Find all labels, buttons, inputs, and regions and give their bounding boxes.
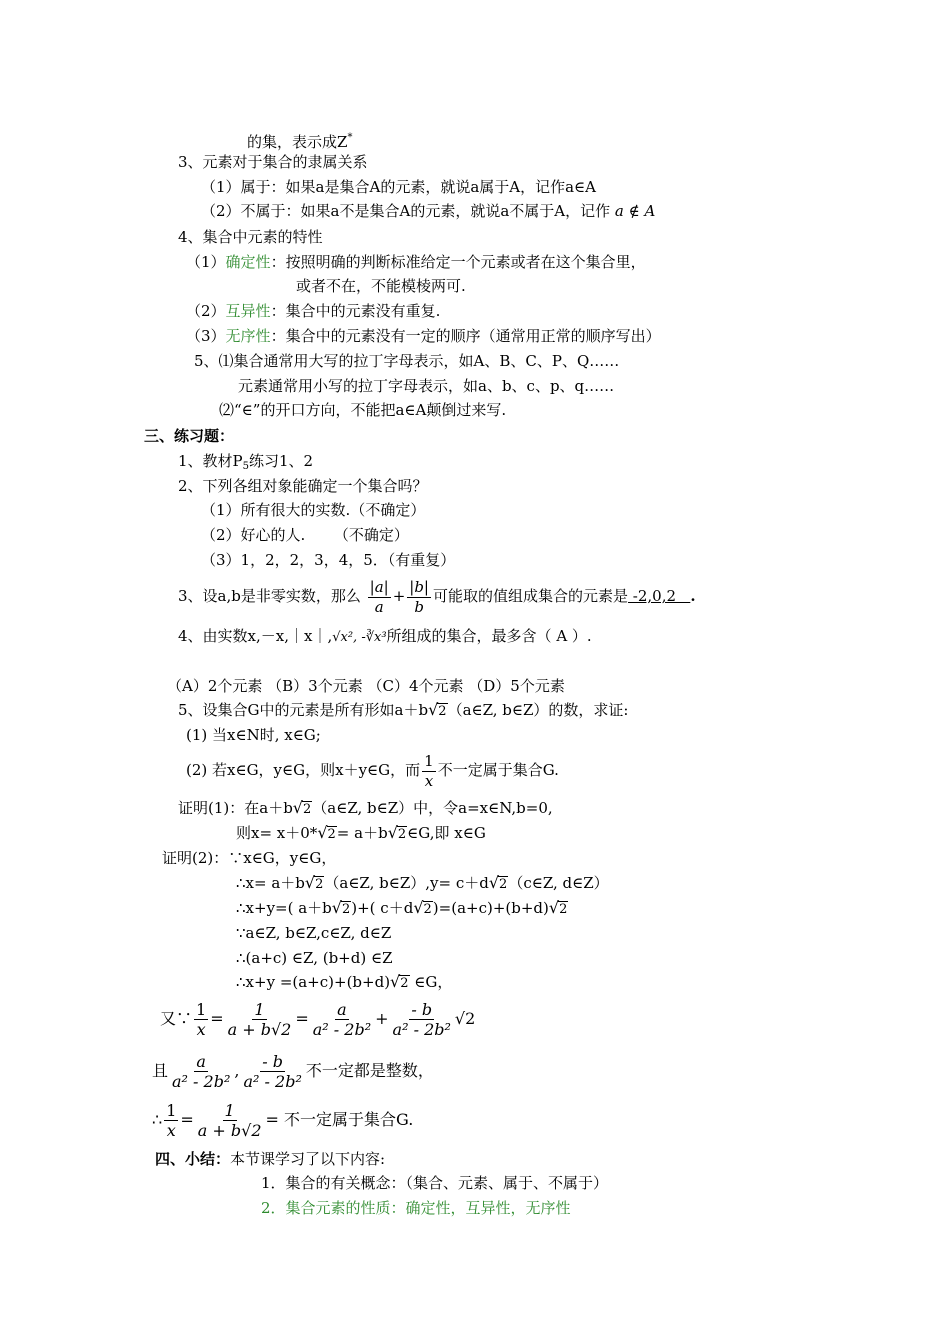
line-text: )+( c＋d — [351, 899, 414, 917]
math-expression: √x², -∛x³ — [332, 630, 387, 645]
text-line — [178, 576, 696, 617]
line-text: = a＋b — [336, 824, 388, 842]
fraction — [226, 1000, 294, 1039]
fraction — [368, 578, 391, 617]
line-text: 或者不在，不能模棱两可. — [296, 277, 466, 295]
line-text: 所组成的集合，最多含（ A ）. — [386, 627, 592, 645]
operator: + — [392, 587, 406, 605]
heading-text: 四、小结： — [155, 1150, 231, 1168]
text-line — [236, 923, 391, 943]
text-line — [178, 798, 553, 818]
radical: √2 — [454, 1009, 476, 1028]
highlight-term: 无序性 — [225, 327, 271, 345]
fraction — [422, 752, 436, 791]
numerator: - b — [262, 1052, 284, 1071]
math-expression: a ∉ A — [614, 202, 656, 220]
text-line — [236, 873, 609, 893]
denominator: a² - 2b² — [172, 1072, 231, 1091]
operator: = — [295, 1009, 309, 1028]
radical-sign: √ — [387, 823, 398, 842]
text-line — [261, 1173, 608, 1193]
text-line — [186, 301, 440, 321]
numerator: 1 — [424, 751, 434, 770]
text-line — [247, 128, 352, 152]
line-text: 不一定都是整数， — [305, 1061, 434, 1080]
equation-line — [152, 1098, 413, 1142]
line-text: 4、由实数x,－x,｜x｜, — [178, 627, 333, 645]
line-text: （a∈Z, b∈Z）的数，求证: — [447, 701, 629, 719]
radical-sign: √ — [548, 898, 560, 917]
radicand: 2 — [559, 902, 568, 917]
line-text: ⑵“∈”的开口方向，不能把a∈A颠倒过来写. — [219, 401, 507, 419]
radicand: 2 — [303, 802, 312, 817]
text-line — [162, 848, 336, 868]
denominator: a — [374, 597, 384, 616]
denominator: x — [166, 1121, 176, 1140]
highlight-term: 互异性 — [225, 302, 271, 320]
numerator: - b — [411, 1000, 433, 1019]
line-text: 4、集合中元素的特性 — [178, 228, 323, 246]
line-text: 5、设集合G中的元素是所有形如a＋b — [178, 701, 429, 719]
fraction — [241, 1052, 303, 1091]
text-line — [194, 351, 619, 371]
fraction — [311, 1000, 373, 1039]
line-text: 3、元素对于集合的隶属关系 — [178, 153, 368, 171]
line-text: ：集合中的元素没有一定的顺序（通常用正常的顺序写出） — [270, 327, 661, 345]
numerator: a — [337, 1000, 347, 1019]
radicand: 2 — [423, 902, 432, 917]
line-text: （2）好心的人. （不确定） — [201, 526, 409, 544]
text-line — [201, 177, 596, 197]
radical-sign: √ — [428, 700, 439, 719]
line-text: 证明(1)：在a＋b — [178, 799, 293, 817]
line-text: ∵a∈Z, b∈Z,c∈Z, d∈Z — [236, 924, 392, 942]
line-text: ∴x+y =(a+c)+(b+d) — [236, 973, 391, 991]
text-line — [236, 948, 393, 968]
numerator: 1 — [166, 1101, 177, 1120]
line-text: 1、教材P — [178, 452, 243, 470]
fraction — [194, 1000, 208, 1039]
text-line — [296, 276, 466, 296]
operator: , — [234, 1061, 240, 1080]
radical-sign: √ — [390, 972, 401, 991]
line-text: （2） — [186, 302, 226, 320]
line-text: （A）2个元素 （B）3个元素 （C）4个元素 （D）5个元素 — [167, 677, 565, 695]
fraction — [196, 1101, 264, 1140]
numerator: 1 — [254, 1000, 265, 1019]
text-line — [186, 725, 321, 745]
numerator: |b| — [409, 577, 429, 596]
line-text: 可能取的值组成集合的元素是 — [433, 587, 629, 605]
denominator: a² - 2b² — [243, 1072, 302, 1091]
radicand: 2 — [438, 704, 447, 719]
denominator: a² - 2b² — [312, 1020, 372, 1039]
text-line — [186, 252, 646, 272]
text-line — [178, 476, 428, 496]
line-text: （1）所有很大的实数.（不确定） — [201, 501, 426, 519]
radicand: 2 — [315, 877, 324, 892]
text-line — [178, 626, 592, 648]
line-text: . — [690, 587, 696, 605]
text-line — [236, 972, 452, 992]
line-text: （a∈Z, b∈Z）中，令a=x∈N,b=0, — [312, 799, 553, 817]
operator: = — [210, 1009, 224, 1028]
denominator: a + b√2 — [227, 1020, 292, 1039]
radicand: 2 — [327, 827, 336, 842]
section-heading — [155, 1149, 385, 1169]
line-text: (2) 若x∈G，y∈G，则x＋y∈G，而 — [186, 761, 421, 779]
line-text: （2）不属于：如果a不是集合A的元素，就说a不属于A，记作 — [201, 202, 611, 220]
line-text: 2．集合元素的性质： — [261, 1199, 406, 1217]
item-heading — [178, 152, 368, 172]
text-line — [219, 400, 506, 420]
line-text: 2、下列各组对象能确定一个集合吗？ — [178, 477, 428, 495]
line-text: 则x= x＋0* — [236, 824, 318, 842]
line-text: ∈G,即 x∈G — [407, 824, 486, 842]
line-text: 三、练习题： — [144, 427, 235, 445]
highlight-term: 确定性 — [225, 253, 271, 271]
text-line — [186, 326, 661, 346]
text-line — [201, 525, 409, 545]
line-text: ∴ — [152, 1110, 163, 1129]
line-text: 的集，表示成Z — [247, 133, 348, 151]
equation-line — [160, 997, 475, 1041]
highlight-term: 确定性，互异性，无序性 — [405, 1199, 571, 1217]
line-text: ∴x+y=( a＋b — [236, 899, 332, 917]
radicand: 2 — [499, 877, 508, 892]
denominator: a² - 2b² — [392, 1020, 451, 1039]
radical-sign: √ — [304, 873, 316, 892]
operator: + — [375, 1009, 389, 1028]
options-line — [167, 676, 565, 696]
line-text: 元素通常用小写的拉丁字母表示，如a、b、c、p、q…… — [238, 377, 615, 395]
line-text: ：按照明确的判断标准给定一个元素或者在这个集合里， — [270, 253, 646, 271]
line-text: （a∈Z, b∈Z）,y= c＋d — [324, 874, 489, 892]
numerator: 1 — [224, 1101, 235, 1120]
text-line — [201, 500, 425, 520]
numerator: a — [196, 1052, 206, 1071]
line-text: （3） — [186, 327, 226, 345]
radicand: 2 — [397, 827, 407, 842]
line-text: （1）属于：如果a是集合A的元素，就说a属于A，记作a∈A — [201, 178, 596, 196]
text-line — [178, 700, 629, 720]
text-line — [201, 201, 655, 221]
radical-sign: √ — [317, 823, 328, 842]
text-line — [201, 550, 455, 570]
line-text: ∴x= a＋b — [236, 874, 305, 892]
line-text: )=(a+c)+(b+d) — [432, 899, 549, 917]
text-line — [261, 1198, 571, 1218]
numerator: |a| — [369, 577, 389, 596]
line-text: 5、⑴集合通常用大写的拉丁字母表示，如A、B、C、P、Q…… — [194, 352, 620, 370]
line-text: 又∵ — [160, 1009, 193, 1028]
text-line — [238, 376, 614, 396]
radical-sign: √ — [331, 898, 342, 917]
line-text: 不一定属于集合G. — [437, 761, 559, 779]
line-text: 练习1、2 — [249, 452, 314, 470]
line-text: ：集合中的元素没有重复. — [270, 302, 441, 320]
denominator: b — [414, 597, 424, 616]
radicand: 2 — [400, 976, 409, 991]
operator: = — [180, 1110, 194, 1129]
answer-blank: -2,0,2 — [628, 587, 691, 605]
radicand: 2 — [341, 902, 351, 917]
radical-sign: √ — [488, 873, 500, 892]
denominator: x — [424, 771, 434, 790]
text-line — [236, 823, 486, 843]
line-text: = 不一定属于集合G. — [265, 1110, 414, 1129]
line-text: 1．集合的有关概念：（集合、元素、属于、不属于） — [261, 1174, 609, 1192]
text-line — [236, 898, 568, 918]
line-text: 且 — [152, 1061, 169, 1080]
fraction — [407, 578, 431, 617]
radical-sign: √ — [413, 898, 424, 917]
line-text: 证明(2)：∵x∈G，y∈G， — [162, 849, 337, 867]
radical-sign: √ — [292, 798, 303, 817]
line-text: （3）1，2，2，3，4，5．（有重复） — [201, 551, 456, 569]
line-text: 本节课学习了以下内容: — [230, 1150, 386, 1168]
line-text: 3、设a,b是非零实数，那么 — [178, 587, 361, 605]
item-heading — [178, 227, 323, 247]
denominator: x — [196, 1020, 206, 1039]
fraction — [170, 1052, 232, 1091]
section-heading — [144, 426, 234, 446]
line-text: ∈G， — [409, 973, 453, 991]
equation-line — [152, 1049, 434, 1093]
line-text: （c∈Z, d∈Z） — [508, 874, 609, 892]
fraction — [391, 1000, 453, 1039]
line-text: (1) 当x∈N时, x∈G; — [186, 726, 321, 744]
subscript: 5 — [242, 461, 250, 472]
numerator: 1 — [196, 1000, 207, 1019]
denominator: a + b√2 — [197, 1121, 262, 1140]
superscript: * — [347, 132, 353, 143]
line-text: （1） — [186, 253, 226, 271]
text-line — [186, 750, 559, 791]
fraction — [164, 1101, 178, 1140]
text-line — [178, 451, 313, 477]
line-text: ∴(a+c) ∈Z, (b+d) ∈Z — [236, 949, 393, 967]
